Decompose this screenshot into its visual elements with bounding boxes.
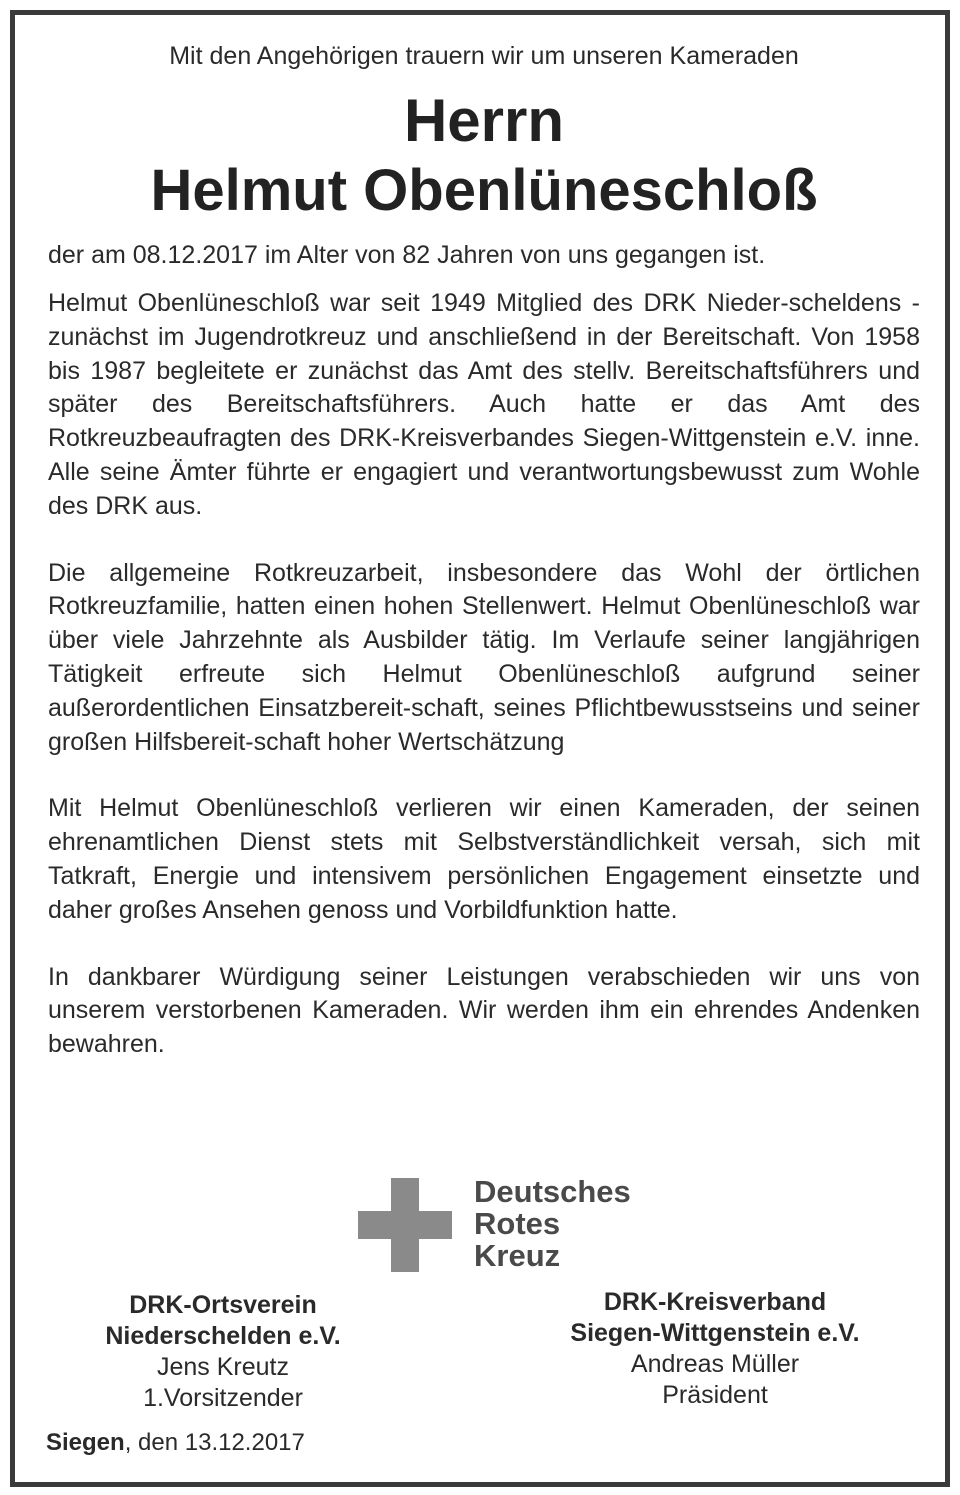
signature-left xyxy=(60,1290,386,1414)
title-salutation: Herrn xyxy=(403,87,565,154)
logo-line-2: Rotes xyxy=(474,1206,561,1241)
signature-right-role: Präsident xyxy=(662,1381,768,1409)
drk-logo xyxy=(358,1176,678,1274)
place: Siegen xyxy=(46,1429,125,1456)
cross-icon xyxy=(358,1178,452,1272)
signature-left-org-line-2: Niederschelden e.V. xyxy=(105,1322,341,1350)
paragraph-3: Mit Helmut Obenlüneschloß verlieren wir einen Kameraden, der seinen ehrenamtlichen Dienst stets mit Selbstverständlichkeit versah, sich mit Tatkraft, Energie und intensivem persönlichen Engagement einsetzte und daher großes Ansehen genoss und Vorbildfunktion hatte. xyxy=(48,794,920,924)
date-text: , den 13.12.2017 xyxy=(124,1429,305,1456)
lead-line: der am 08.12.2017 im Alter von 82 Jahren von uns gegangen ist. xyxy=(48,241,766,269)
signature-left-org-line-1: DRK-Ortsverein xyxy=(129,1291,317,1319)
signature-right-name: Andreas Müller xyxy=(630,1350,800,1378)
signature-left-role: 1.Vorsitzender xyxy=(143,1384,303,1412)
logo-line-1: Deutsches xyxy=(474,1174,631,1209)
logo-line-3: Kreuz xyxy=(474,1238,561,1273)
place-date xyxy=(46,1428,305,1458)
paragraph-4: In dankbarer Würdigung seiner Leistungen verabschieden wir uns von unserem verstorbenen Kameraden. Wir werden ihm ein ehrendes Andenken bewahren. xyxy=(48,962,920,1059)
title-name: Helmut Obenlüneschloß xyxy=(150,158,818,223)
intro-line: Mit den Angehörigen trauern wir um unseren Kameraden xyxy=(169,42,799,70)
signature-right-org-line-2: Siegen-Wittgenstein e.V. xyxy=(570,1319,860,1347)
obituary-content xyxy=(48,36,920,1062)
paragraph-1: Helmut Obenlüneschloß war seit 1949 Mitglied des DRK Nieder-scheldens - zunächst im Jugendrotkreuz und anschließend in der Bereitschaft. Von 1958 bis 1987 begleitete er zunächst das Amt des stellv. Bereitschaftsführers und später des Bereitschaftsführers. Auch hatte er das Amt des Rotkreuzbeaufragten des DRK-Kreisverbandes Siegen-Wittgenstein e.V. inne. Alle seine Ämter führte er engagiert und verantwortungsbewusst zum Wohle des DRK aus. xyxy=(48,289,920,520)
paragraph-2: Die allgemeine Rotkreuzarbeit, insbesondere das Wohl der örtlichen Rotkreuzfamilie, hatten einen hohen Stellenwert. Helmut Obenlüneschloß war über viele Jahrzehnte als Ausbilder tätig. Im Verlaufe seiner langjährigen Tätigkeit erfreute sich Helmut Obenlüneschloß aufgrund seiner außerordentlichen Einsatzbereit-schaft, seines Pflichtbewusstseins und seiner großen Hilfsbereit-schaft hoher Wertschätzung xyxy=(48,558,920,756)
signature-right xyxy=(520,1287,910,1411)
cross-bar-horizontal xyxy=(358,1211,452,1239)
signature-right-org-line-1: DRK-Kreisverband xyxy=(603,1288,827,1316)
logo-text xyxy=(474,1176,631,1272)
signature-left-name: Jens Kreutz xyxy=(156,1353,289,1381)
